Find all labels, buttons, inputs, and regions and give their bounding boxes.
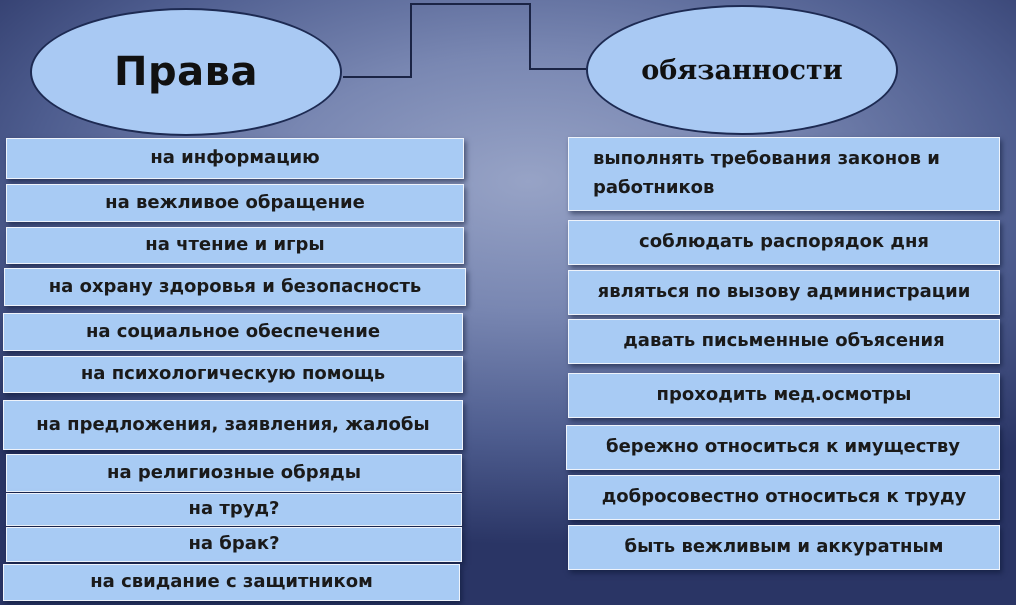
rights-item: на психологическую помощь bbox=[3, 356, 463, 393]
duties-item: добросовестно относиться к труду bbox=[568, 475, 1000, 520]
rights-item: на брак? bbox=[6, 527, 462, 562]
rights-item: на свидание с защитником bbox=[3, 564, 460, 601]
rights-title: Права bbox=[114, 49, 258, 95]
duties-item: соблюдать распорядок дня bbox=[568, 220, 1000, 265]
rights-item: на информацию bbox=[6, 138, 464, 179]
duties-item: быть вежливым и аккуратным bbox=[568, 525, 1000, 570]
duties-item: давать письменные объясения bbox=[568, 319, 1000, 364]
rights-item: на труд? bbox=[6, 493, 462, 526]
rights-item: на чтение и игры bbox=[6, 227, 464, 264]
rights-item: на предложения, заявления, жалобы bbox=[3, 400, 463, 450]
duties-item: являться по вызову администрации bbox=[568, 270, 1000, 315]
duties-item: проходить мед.осмотры bbox=[568, 373, 1000, 418]
duties-item: бережно относиться к имуществу bbox=[566, 425, 1000, 470]
duties-heading-ellipse bbox=[586, 5, 898, 135]
rights-item: на вежливое обращение bbox=[6, 184, 464, 222]
duties-title: обязанности bbox=[641, 54, 843, 86]
rights-heading-ellipse bbox=[30, 8, 342, 136]
rights-item: на социальное обеспечение bbox=[3, 313, 463, 351]
rights-item: на религиозные обряды bbox=[6, 454, 462, 492]
rights-item: на охрану здоровья и безопасность bbox=[4, 268, 466, 306]
duties-item: выполнять требования законов и работников bbox=[568, 137, 1000, 211]
